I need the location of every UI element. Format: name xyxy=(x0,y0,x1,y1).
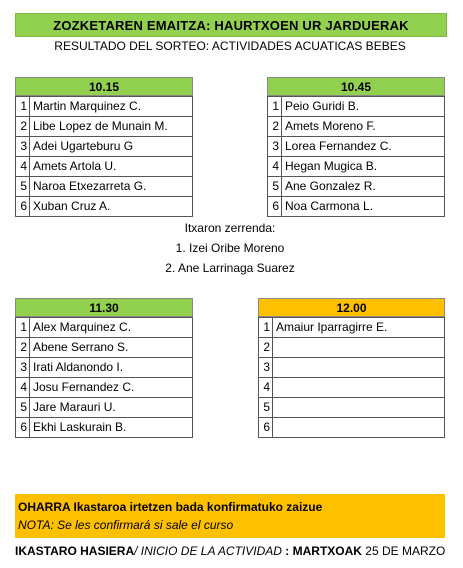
participant-name xyxy=(273,398,445,418)
start-label-spanish: INICIO DE LA ACTIVIDAD xyxy=(140,544,282,558)
participant-name xyxy=(273,418,445,438)
row-number: 3 xyxy=(259,358,273,378)
note-spanish: NOTA: Se les confirmará si sale el curso xyxy=(18,518,234,532)
slot-table-1130 xyxy=(15,298,193,438)
row-number: 6 xyxy=(16,197,30,217)
table-row xyxy=(259,418,445,438)
participant-name: Martin Marquinez C. xyxy=(30,97,193,117)
slot-list xyxy=(15,96,193,217)
participant-name: Abene Serrano S. xyxy=(30,338,193,358)
row-number: 2 xyxy=(268,117,282,137)
note-box xyxy=(15,494,445,538)
participant-name: Amets Artola U. xyxy=(30,157,193,177)
table-row xyxy=(259,318,445,338)
date-spanish: 25 DE MARZO xyxy=(361,544,446,558)
row-number: 6 xyxy=(16,418,30,438)
table-row xyxy=(268,197,445,217)
table-row xyxy=(16,177,193,197)
waiting-list xyxy=(115,218,345,278)
table-row xyxy=(16,338,193,358)
participant-name: Peio Guridi B. xyxy=(282,97,445,117)
slot-list xyxy=(267,96,445,217)
slot-table-1015 xyxy=(15,77,193,217)
row-number: 4 xyxy=(268,157,282,177)
participant-name: Irati Aldanondo I. xyxy=(30,358,193,378)
row-number: 2 xyxy=(16,117,30,137)
table-row xyxy=(16,318,193,338)
participant-name: Ane Gonzalez R. xyxy=(282,177,445,197)
table-row xyxy=(259,338,445,358)
table-row xyxy=(259,398,445,418)
table-row xyxy=(268,157,445,177)
table-row xyxy=(16,358,193,378)
date-basque: MARTXOAK xyxy=(292,544,362,558)
row-number: 5 xyxy=(268,177,282,197)
participant-name xyxy=(273,338,445,358)
row-number: 2 xyxy=(259,338,273,358)
slot-table-1045 xyxy=(267,77,445,217)
table-row xyxy=(268,177,445,197)
row-number: 4 xyxy=(16,378,30,398)
table-row xyxy=(268,137,445,157)
table-row xyxy=(16,197,193,217)
row-number: 4 xyxy=(259,378,273,398)
table-row xyxy=(16,157,193,177)
page-title xyxy=(15,13,447,37)
note-basque: OHARRA Ikastaroa irtetzen bada konfirmatuko zaizue xyxy=(18,500,323,514)
row-number: 6 xyxy=(259,418,273,438)
participant-name xyxy=(273,358,445,378)
table-row xyxy=(16,378,193,398)
participant-name xyxy=(273,378,445,398)
row-number: 6 xyxy=(268,197,282,217)
title-text: ZOZKETAREN EMAITZA: HAURTXOEN UR JARDUERAK xyxy=(53,17,409,33)
row-number: 3 xyxy=(268,137,282,157)
waiting-list-item: 2. Ane Larrinaga Suarez xyxy=(165,261,295,275)
table-row xyxy=(16,418,193,438)
participant-name: Xuban Cruz A. xyxy=(30,197,193,217)
participant-name: Hegan Mugica B. xyxy=(282,157,445,177)
participant-name: Josu Fernandez C. xyxy=(30,378,193,398)
row-number: 5 xyxy=(16,398,30,418)
row-number: 2 xyxy=(16,338,30,358)
slot-list xyxy=(258,317,445,438)
row-number: 1 xyxy=(259,318,273,338)
table-row xyxy=(259,378,445,398)
waiting-list-item: 1. Izei Oribe Moreno xyxy=(175,241,285,255)
participant-name: Libe Lopez de Munain M. xyxy=(30,117,193,137)
slot-time: 10.15 xyxy=(15,77,193,96)
waiting-list-label: Itxaron zerrenda: xyxy=(184,221,276,235)
page-subtitle: RESULTADO DEL SORTEO: ACTIVIDADES ACUATICAS BEBES xyxy=(54,39,406,53)
participant-name: Naroa Etxezarreta G. xyxy=(30,177,193,197)
row-number: 5 xyxy=(259,398,273,418)
row-number: 3 xyxy=(16,137,30,157)
table-row xyxy=(16,117,193,137)
participant-name: Ekhi Laskurain B. xyxy=(30,418,193,438)
row-number: 1 xyxy=(16,97,30,117)
participant-name: Amaiur Iparragirre E. xyxy=(273,318,445,338)
row-number: 1 xyxy=(268,97,282,117)
row-number: 3 xyxy=(16,358,30,378)
table-row xyxy=(259,358,445,378)
table-row xyxy=(268,117,445,137)
slot-time: 12.00 xyxy=(258,298,445,317)
participant-name: Adei Ugarteburu G xyxy=(30,137,193,157)
slot-table-1200 xyxy=(258,298,445,438)
participant-name: Jare Marauri U. xyxy=(30,398,193,418)
participant-name: Alex Marquinez C. xyxy=(30,318,193,338)
row-number: 1 xyxy=(16,318,30,338)
table-row xyxy=(16,398,193,418)
participant-name: Lorea Fernandez C. xyxy=(282,137,445,157)
slot-time: 11.30 xyxy=(15,298,193,317)
start-date-line xyxy=(15,542,460,560)
table-row xyxy=(268,97,445,117)
row-number: 5 xyxy=(16,177,30,197)
start-label-basque: IKASTARO HASIERA xyxy=(15,544,135,558)
slot-list xyxy=(15,317,193,438)
slot-time: 10.45 xyxy=(267,77,445,96)
table-row xyxy=(16,137,193,157)
participant-name: Amets Moreno F. xyxy=(282,117,445,137)
table-row xyxy=(16,97,193,117)
participant-name: Noa Carmona L. xyxy=(282,197,445,217)
row-number: 4 xyxy=(16,157,30,177)
colon: : xyxy=(281,544,293,558)
separator: / xyxy=(134,544,141,558)
